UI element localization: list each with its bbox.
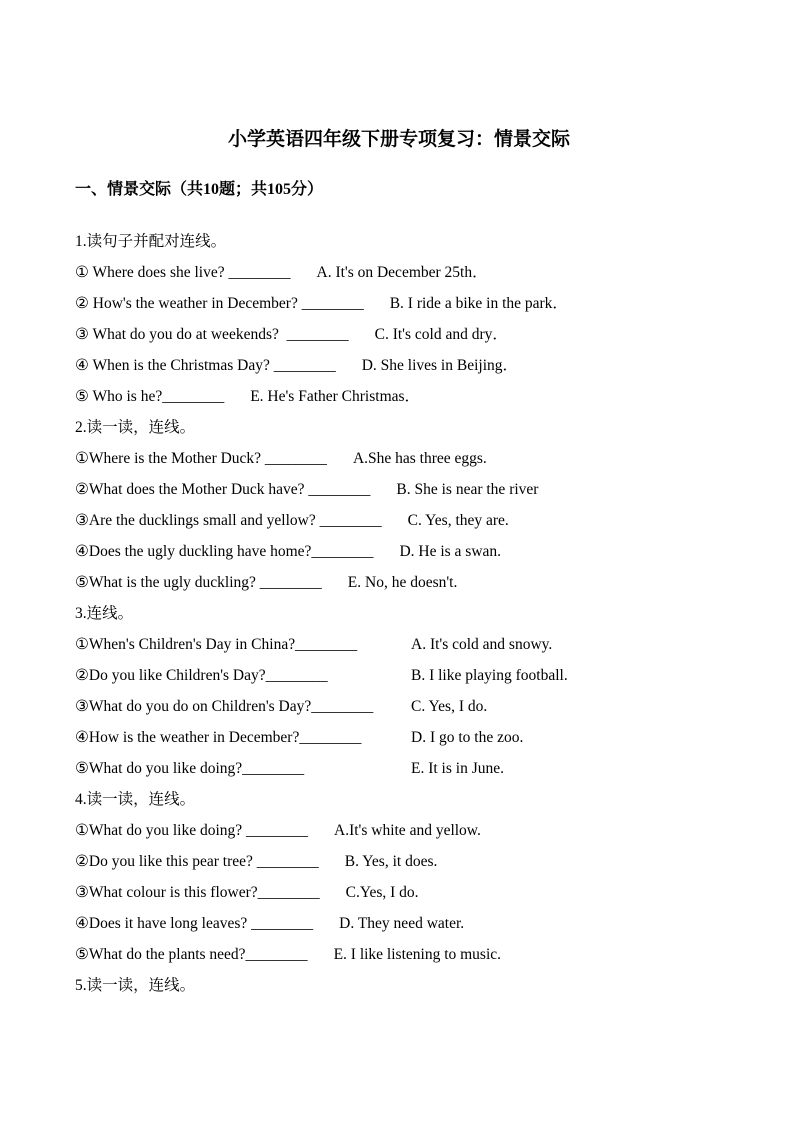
answer-option-text: E. No, he doesn't.	[347, 574, 458, 591]
answer-option-text: D. She lives in Beijing．	[361, 357, 519, 374]
answer-option-text: E. It is in June.	[411, 760, 504, 777]
question-text: ②What does the Mother Duck have? ________	[75, 481, 371, 498]
exercises-container	[75, 226, 723, 1001]
answer-option-text: C. Yes, they are.	[407, 512, 509, 529]
question-text: ①Where is the Mother Duck? ________	[75, 450, 327, 467]
match-item	[75, 474, 723, 505]
question-text: ③ What do you do at weekends? ________	[75, 326, 349, 343]
answer-option-text: A.She has three eggs.	[352, 450, 487, 467]
question-text: ②Do you like Children's Day?________	[75, 667, 328, 684]
match-item	[75, 753, 723, 784]
question-text: ④Does it have long leaves? ________	[75, 915, 314, 932]
answer-option-text: C. Yes, I do.	[411, 698, 488, 715]
answer-option-text: A. It's on December 25th．	[316, 264, 488, 281]
question-text: ②Do you like this pear tree? ________	[75, 853, 319, 870]
match-item	[75, 939, 723, 970]
exercise-block	[75, 226, 723, 412]
answer-option-text: D. I go to the zoo.	[411, 729, 524, 746]
match-item	[75, 350, 723, 381]
match-item	[75, 877, 723, 908]
match-item	[75, 815, 723, 846]
answer-option-text: B. She is near the river	[396, 481, 539, 498]
match-item	[75, 567, 723, 598]
answer-option-text: E. He's Father Christmas．	[250, 388, 421, 405]
exercise-instruction: 1.读句子并配对连线。	[75, 233, 227, 250]
answer-option-text: B. I ride a bike in the park．	[389, 295, 568, 312]
question-text: ⑤What do the plants need?________	[75, 946, 308, 963]
match-item	[75, 288, 723, 319]
section-heading: 一、情景交际（共10题；共105分）	[75, 181, 324, 198]
exercise-instruction: 5.读一读，连线。	[75, 977, 196, 994]
match-item	[75, 722, 723, 753]
answer-option-text: A.It's white and yellow.	[334, 822, 481, 839]
question-text: ⑤What do you like doing?________	[75, 760, 305, 777]
question-text: ④How is the weather in December?________	[75, 729, 362, 746]
question-text: ③What do you do on Children's Day?________	[75, 698, 374, 715]
match-item	[75, 381, 723, 412]
answer-option-text: D. They need water.	[339, 915, 465, 932]
match-item	[75, 443, 723, 474]
exercise-block	[75, 598, 723, 784]
match-item	[75, 691, 723, 722]
answer-option-text: C. It's cold and dry．	[374, 326, 508, 343]
answer-option-text: A. It's cold and snowy.	[411, 636, 553, 653]
answer-option-text: D. He is a swan.	[399, 543, 502, 560]
question-text: ⑤ Who is he?________	[75, 388, 225, 405]
match-item	[75, 908, 723, 939]
match-item	[75, 257, 723, 288]
exercise-block	[75, 970, 723, 1001]
question-text: ①When's Children's Day in China?________	[75, 636, 358, 653]
exercise-block	[75, 412, 723, 598]
match-item	[75, 505, 723, 536]
answer-option-text: C.Yes, I do.	[345, 884, 419, 901]
match-item	[75, 536, 723, 567]
exercise-instruction: 4.读一读，连线。	[75, 791, 196, 808]
question-text: ③What colour is this flower?________	[75, 884, 320, 901]
answer-option-text: B. Yes, it does.	[344, 853, 438, 870]
question-text: ⑤What is the ugly duckling? ________	[75, 574, 322, 591]
question-text: ① Where does she live? ________	[75, 264, 291, 281]
exercise-instruction: 3.连线。	[75, 605, 134, 622]
match-item	[75, 319, 723, 350]
match-item	[75, 660, 723, 691]
question-text: ③Are the ducklings small and yellow? ________	[75, 512, 382, 529]
answer-option-text: B. I like playing football.	[411, 667, 568, 684]
exercise-block	[75, 784, 723, 970]
question-text: ④ When is the Christmas Day? ________	[75, 357, 336, 374]
question-text: ④Does the ugly duckling have home?________	[75, 543, 374, 560]
match-item	[75, 629, 723, 660]
match-item	[75, 846, 723, 877]
page-title: 小学英语四年级下册专项复习：情景交际	[227, 129, 570, 150]
exercise-instruction: 2.读一读，连线。	[75, 419, 196, 436]
question-text: ② How's the weather in December? ________	[75, 295, 364, 312]
answer-option-text: E. I like listening to music.	[333, 946, 502, 963]
question-text: ①What do you like doing? ________	[75, 822, 309, 839]
